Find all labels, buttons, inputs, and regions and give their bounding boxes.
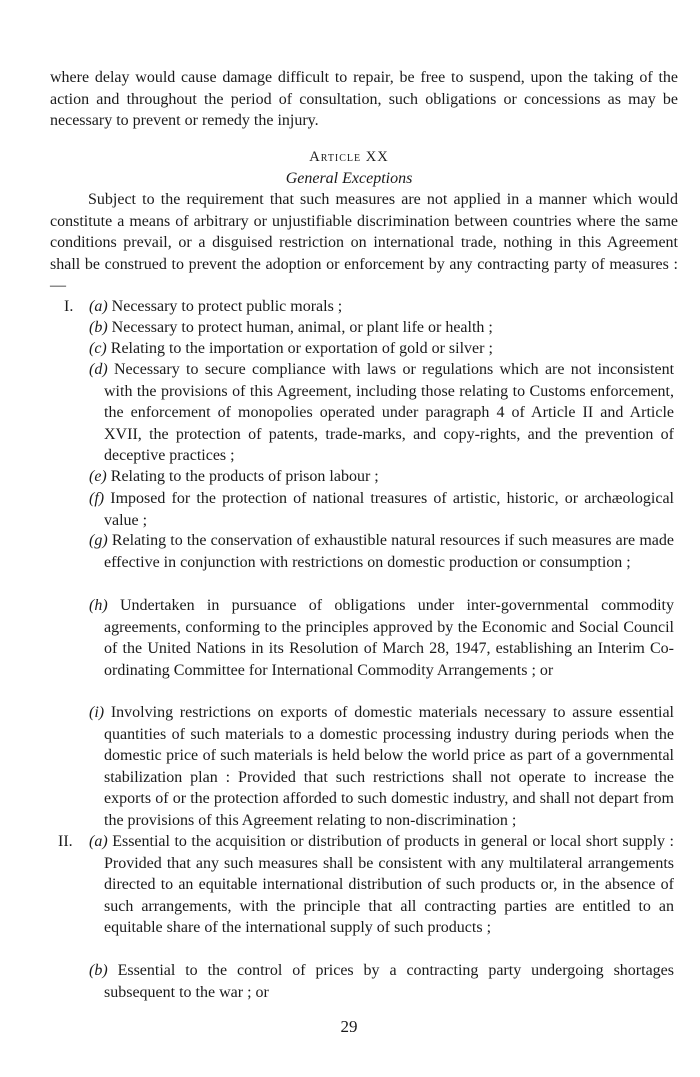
list-item: [89, 831, 675, 939]
item-text: Essential to the acquisition or distribution of products in general or local short supply : Provided that any such measures shall be consistent with any multilateral arrangements directed to an equitable international distribution of such products or, in the absence of such arrangements, with the principle that all contracting parties are entitled to an equitable share of the international supply of such products ;: [104, 833, 675, 937]
intro-paragraph: where delay would cause damage difficult to repair, be free to suspend, upon the taking of the action and throughout the period of consultation, such obligations or concessions as may be necessary to prevent or remedy the injury.: [50, 69, 678, 130]
item-label: (g): [89, 532, 108, 549]
list-item: [89, 488, 674, 531]
item-text: Relating to the products of prison labour ;: [110, 468, 379, 485]
list-item: [89, 466, 674, 488]
list-item: [89, 595, 675, 681]
item-label: (b): [89, 962, 108, 979]
subject-paragraph: Subject to the requirement that such measures are not applied in a manner which would constitute a means of arbitrary or unjustifiable discrimination between countries where the same conditions prevail, or a disguised restriction on international trade, nothing in this Agreement shall be construed to prevent the adoption or enforcement by any contracting party of measures :—: [50, 191, 678, 295]
list-item: [89, 960, 675, 1003]
article-title: Article XX: [309, 149, 389, 165]
item-label: (d): [89, 361, 108, 378]
list-item: [89, 702, 675, 832]
list-item: [89, 338, 674, 360]
item-text: Imposed for the protection of national treasures of artistic, historic, or archæological value ;: [104, 490, 674, 529]
item-label: (c): [89, 340, 107, 357]
page-number: 29: [340, 1017, 358, 1036]
list-item: [89, 359, 675, 467]
item-text: Involving restrictions on exports of domestic materials necessary to assure essential quantities of such materials to a domestic processing industry during periods when the domestic price of such materials is held below the world price as part of a governmental stabilization plan : Provided that such restrictions shall not operate to increase the exports of or the protection afforded to such domestic industry, and shall not depart from the provisions of this Agreement relating to non-discrimination ;: [104, 704, 675, 829]
item-label: (b): [89, 319, 108, 336]
item-text: Relating to the importation or exportation of gold or silver ;: [110, 340, 493, 357]
part-1-numeral: I.: [64, 298, 74, 315]
part-2-numeral: II.: [58, 833, 73, 850]
item-text: Necessary to protect human, animal, or plant life or health ;: [111, 319, 493, 336]
item-label: (h): [89, 597, 108, 614]
item-text: Essential to the control of prices by a contracting party undergoing shortages subsequent to the war ; or: [104, 962, 675, 1001]
item-text: Necessary to secure compliance with laws or regulations which are not inconsistent with the provisions of this Agreement, including those relating to Customs enforcement, the enforcement of monopolies operated under paragraph 4 of Article II and Article XVII, the protection of patents, trade-marks, and copy-rights, and the prevention of deceptive practices ;: [104, 361, 675, 465]
item-label: (a): [89, 298, 108, 315]
list-item: [89, 530, 675, 573]
item-label: (e): [89, 468, 107, 485]
list-item: [89, 317, 674, 339]
item-label: (a): [89, 833, 108, 850]
item-label: (f): [89, 490, 105, 507]
article-subtitle: General Exceptions: [285, 170, 413, 187]
item-text: Necessary to protect public morals ;: [111, 298, 343, 315]
item-text: Relating to the conservation of exhaustible natural resources if such measures are made effective in conjunction with restrictions on domestic production or consumption ;: [104, 532, 675, 571]
item-text: Undertaken in pursuance of obligations under inter-governmental commodity agreements, conforming to the principles approved by the Economic and Social Council of the United Nations in its Resolution of March 28, 1947, establishing an Interim Co-ordinating Committee for International Commodity Arrangements ; or: [104, 597, 675, 679]
list-item: [89, 296, 674, 318]
item-label: (i): [89, 704, 105, 721]
